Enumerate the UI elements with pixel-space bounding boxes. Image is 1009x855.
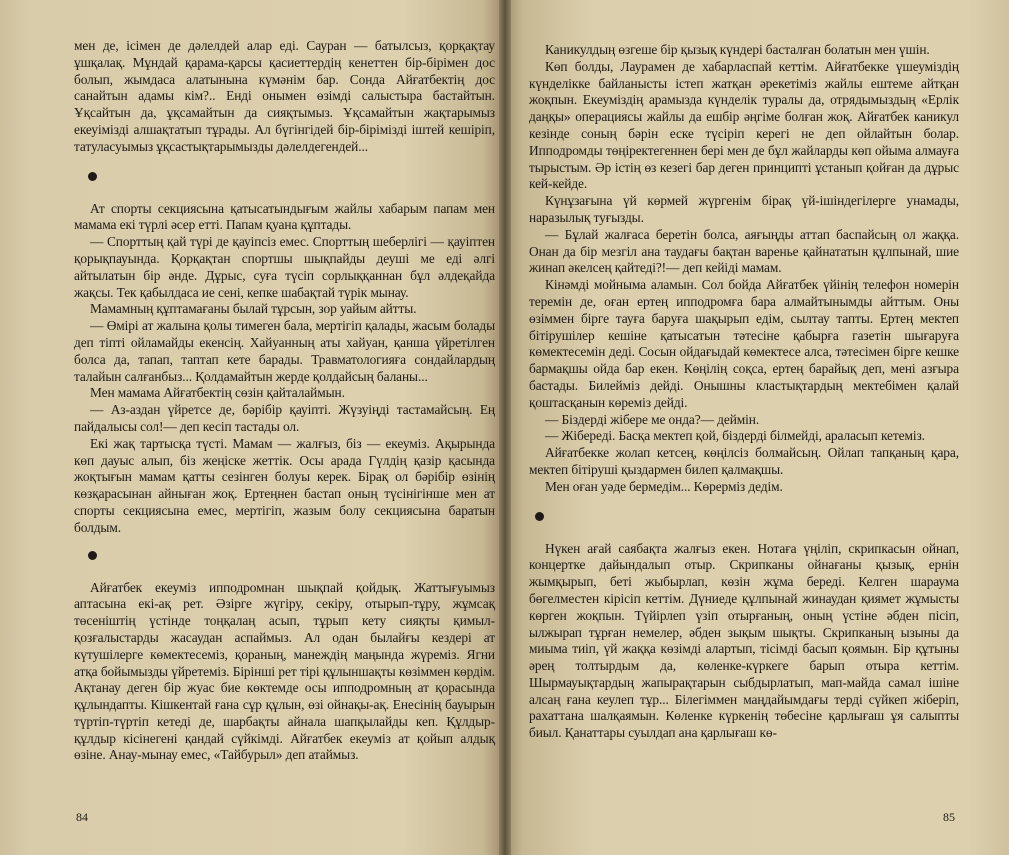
section-bullet [535, 512, 544, 521]
left-block-2 [74, 201, 495, 537]
paragraph: — Өмірі ат жалына қолы тимеген бала, мертігіп қалады, жасым болады деп тіпті ойламайды екенсің. Хайуанның аты хайуан, қанша үйретілген болса да, тапап, таптап кете барады. Травматологияға сондайлардың талайын салғанбыз... Қолдамайтын жерде қолдайсың баланы... [74, 318, 495, 384]
paragraph: — Аз-аздан үйретсе де, бәрібір қауіпті. Жүзуіңді тастамайсың. Ең пайдалысы сол!— деп кесіп тастады ол. [74, 402, 495, 434]
paragraph: Айғатбек екеуміз ипподромнан шықпай қойдық. Жаттығуымыз аптасына екі-ақ рет. Әзірге жүгіру, секіру, отырып-тұру, жұмсақ төсеніштің үстінде тоңқалаң асып, тұрып кету сияқты қимыл-қозғалыстарды жасаудан аспаймыз. Ал одан былайғы кездері ат күтушілерге көмектесеміз, қораның, манеждің маңында жүреміз. Ягни атқа бойымызды үйретеміз. Біріншi рет тірі құлыншақты көзіммен көрдім. Ақтанау деген бір жуас бие көктемде осы ипподромның ат қорасында құлындапты. Кішкентай ғана сұр құлын, өзі ойнақы-ақ. Енесінің бауырын түртіп-түртіп кетеді де, шарбақты айнала шапқылайды кеп. Құлдыр-құлдыр кісінегені қандай сүйкімді. Айғатбек екеуміз ат қойып алдық өзіне. Анау-мынау емес, «Тайбурыл» деп атаймыз. [74, 579, 495, 763]
page-number: 85 [943, 810, 955, 824]
paragraph: — Жібереді. Басқа мектеп қой, біздерді білмейді, араласып кетеміз. [545, 428, 925, 444]
left-page [0, 0, 503, 855]
paragraph: Айғатбекке жолап кетсең, көңілсіз болмайсың. Ойлап тапқаның қара, мектеп бітіруші қыздармен билеп қалмақшы. [529, 445, 959, 477]
paragraph: Екі жақ тартысқа түсті. Мамам — жалғыз, біз — екеуміз. Ақырында көп дауыс алып, біз жеңіске жеттік. Осы арада Гүлдің қазір қасында жоқтығын мамам қатты сезінген болуы керек. Бірақ ол бәрібір өзінің көзқарасынан айныған жоқ. Ертеңнен бастап оның түсінігінше мен ат спорты секциясына емес, мертігіп, жазым болу секциясына баратын болдым. [74, 435, 495, 535]
right-block-1 [529, 42, 959, 496]
left-block-3 [74, 580, 495, 765]
right-block-2 [529, 541, 959, 743]
paragraph: Көп болды, Лаурамен де хабарласпай кеттім. Айғатбекке үшеуміздің күнделікке байланысты істеп жатқан әрекетіміз жайлы ештеме айтқан жоқпын. Екеуміздің арамызда күнделік туралы да, отрядымыздың «Ерлік даңқы» операциясы жайлы да ешбір әңгіме болған жоқ. Айғатбек каникул кезінде соның бәрін еске түсіріп керегі не деп ойлайтын болар. Ипподромды төңіректегеннен бері мен де бұл жайларды көп ойыма алмауға тырыстым. Әр істің өз кезегі бар деген принципті ұстанып қойған да дұрыс кей-кейде. [529, 58, 959, 192]
book-gutter [499, 0, 511, 855]
paragraph: Ат спорты секциясына қатысатындығым жайлы хабарым папам мен мамама екі түрлі әсер етті. Папам қуана құптады. [74, 200, 495, 233]
paragraph: Кінәмді мойныма аламын. Сол бойда Айғатбек үйінің телефон номерін теремін де, оған ертең ипподромға бара алмайтынымды айттым. Оны өзіммен бірге тауға баруға шақырып едім, сылтау тапты. Ертең мектеп бітірушілер кешіне қатысатын тәтесіне қабырға газетін шығаруға көмектесемін деді. Сосын ойдағыдай көмектесе алса, тәтесімен бірге кешке бармақшы ойда бар екен. Көңілің соқса, ертең барайық деп, мені азғыра бастады. Билейміз дейді. Онышны кластықтардың мектебімен қалай қоштасқанын көреміз дейді. [529, 277, 959, 410]
section-bullet [88, 172, 97, 181]
paragraph: Нүкен ағай саябақта жалғыз екен. Нотаға үңіліп, скрипкасын ойнап, концертке дайындалып отыр. Скрипканы ойнағаны қызық, ернін жымқырып, беті жыбырлап, көзін жұма береді. Келген шараума бөгелместен кірісіп кеттім. Дүниеде құлпынай жинаудан қиямет жұмысты көрген жоқпын. Түйірлеп үзіп отырғаның, оның үстіне әбден пісіп, ылжырап тұрған немелер, әбден зықым шықты. Скрипканың ызыны да миыма тиіп, үй жаққа көзімді алартып, тісімді басып қоямын. Бір құтыны әрең толтырдым да, көленке-күркеге барып отыра кеттім. Шырмауықтардың жапырақтарын сыбдырлатып, мап-майда самал ішіне алсаң ғана кеулеп тұр... Білегіммен маңдайымдағы терді сүйкеп жіберіп, рахаттана шалқаямын. Көленке күркенің төбесіне қарлығаш ұя салыпты биыл. Қанаттары суылдап ана қарлығаш кө- [529, 540, 959, 741]
section-bullet [88, 551, 97, 560]
left-block-1 [74, 38, 495, 156]
paragraph: Мамамның құптамағаны былай тұрсын, зор уайым айтты. [90, 301, 417, 317]
paragraph: — Бұлай жалғаса беретін болса, аяғыңды аттап баспайсың ол жаққа. Онан да бір мезгіл ана таудағы бақтан варенье қайнататын құлпынай, шие жинап әкелсең қайтеді?!— деп кейіді мамам. [529, 226, 959, 276]
paragraph: — Спорттың қай түрі де қауіпсіз емес. Спорттың шеберлігі — қауіптен қорықпауында. Қорқақтан спортшы шықпайды деуші ме еді әлгі айтылатын бір әнде. Дұрыс, суға түсіп сорлыққаннан бұл әлдеқайда жақсы. Тек қабылдаса ие сені, кепке шабақтай түрік мынау. [74, 234, 495, 300]
paragraph: Мен мамама Айғатбектің сөзін қайталаймын. [90, 385, 345, 401]
paragraph: Күнұзағына үй көрмей жүргенім бірақ үй-ішіндегілерге унамады, наразылық туғызды. [529, 193, 959, 225]
paragraph: Каникулдың өзгеше бір қызық күндері басталған болатын мен үшін. [545, 42, 930, 57]
paragraph: Мен оған уәде бермедім... Көрерміз дедім. [545, 478, 783, 494]
page-number: 84 [76, 810, 88, 824]
right-page [503, 0, 1009, 855]
paragraph: мен де, ісімен де дәлелдей алар еді. Сауран — батылсыз, қорқақтау ұшқалақ. Мұндай қарама-қарсы қасиеттердің кенеттен бір-бірімен дос болып, жымдаса алатынына күмәнім бар. Сонда Айғатбектің дос санайтын адамы кім?.. Енді онымен өзімді салыстыра бастайтын. Ұқсайтын да, ұқсамайтын да сияқтымыз. Ұқсамайтын жақтарымыз екеуімізді алшақтатып тұрады. Ал бүгінгідей бір-бірімізді іштей кешіріп, татуласуымыз ұқсастықтарымызды дәлелдегендей... [74, 38, 495, 154]
paragraph: — Біздерді жібере ме онда?— деймін. [545, 411, 760, 427]
